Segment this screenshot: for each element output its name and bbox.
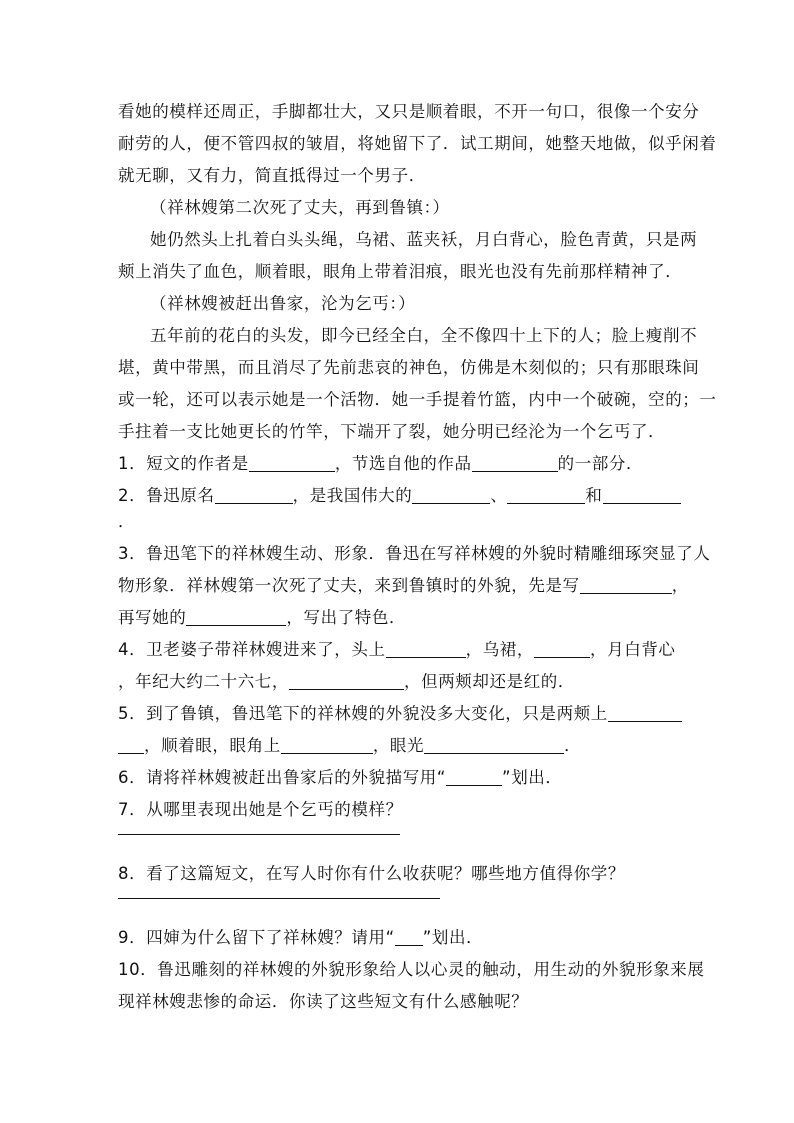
answer-blank[interactable] (580, 577, 672, 594)
question-3-line: 物形象．祥林嫂第一次死了丈夫，来到鲁镇时的外貌，先是写 ， (118, 576, 689, 595)
answer-blank[interactable] (281, 737, 373, 754)
answer-blank[interactable] (534, 641, 590, 658)
question-10-line: 10．鲁迅雕刻的祥林嫂的外貌形象给人以心灵的触动，用生动的外貌形象来展 (118, 960, 705, 979)
question-6: 6．请将祥林嫂被赶出鲁家后的外貌描写用“ ”划出． (118, 768, 563, 787)
passage-line: 堪，黄中带黑，而且消尽了先前悲哀的神色，仿佛是木刻似的；只有那眼珠间 (118, 358, 700, 377)
answer-blank[interactable] (412, 487, 490, 504)
question-5-line: ，顺着眼，眼角上 ，眼光 ． (118, 736, 678, 756)
question-3-line: 3．鲁迅笔下的祥林嫂生动、形象．鲁迅在写祥林嫂的外貌时精雕细琢突显了人 (118, 544, 711, 563)
answer-blank[interactable] (446, 769, 502, 786)
answer-blank[interactable] (395, 929, 423, 946)
answer-line[interactable] (118, 898, 440, 899)
answer-line[interactable] (118, 834, 400, 835)
answer-blank[interactable] (118, 737, 144, 754)
answer-blank[interactable] (608, 705, 682, 722)
passage-line: 或一轮，还可以表示她是一个活物．她一手提着竹篮，内中一个破碗，空的；一 (118, 390, 717, 409)
section-note: （祥林嫂第二次死了丈夫，再到鲁镇：） (150, 198, 450, 217)
answer-blank[interactable] (472, 455, 558, 472)
question-2: 2．鲁迅原名 ，是我国伟大的 、 和 (118, 486, 678, 506)
passage-line: 她仍然头上扎着白头头绳，乌裙、蓝夹袄，月白背心，脸色青黄，只是两 (150, 230, 698, 249)
question-10-line: 现祥林嫂悲惨的命运．你读了这些短文有什么感触呢？ (118, 992, 529, 1011)
answer-blank[interactable] (507, 487, 585, 504)
passage-line: 手拄着一支比她更长的竹竿，下端开了裂，她分明已经沦为一个乞丐了． (118, 422, 666, 441)
question-1: 1．短文的作者是 ，节选自他的作品 的一部分． (118, 454, 644, 473)
question-2-end: ． (118, 512, 136, 531)
answer-blank[interactable] (249, 455, 335, 472)
answer-blank[interactable] (386, 641, 466, 658)
passage-line: 五年前的花白的头发，即今已经全白，全不像四十上下的人；脸上瘦削不 (150, 326, 698, 345)
passage-line: 耐劳的人，便不管四叔的皱眉，将她留下了．试工期间，她整天地做，似乎闲着 (118, 134, 717, 153)
passage-line: 就无聊，又有力，简直抵得过一个男子． (118, 166, 426, 185)
question-8: 8．看了这篇短文，在写人时你有什么收获呢？哪些地方值得你学？ (118, 864, 625, 883)
passage-line: 看她的模样还周正，手脚都壮大，又只是顺着眼，不开一句口，很像一个安分 (118, 102, 700, 121)
answer-blank[interactable] (424, 737, 564, 754)
question-4-line: ，年纪大约二十六七， ，但两颊却还是红的． (118, 672, 575, 691)
question-9: 9．四婶为什么留下了祥林嫂？请用“ ”划出． (118, 928, 484, 947)
answer-blank[interactable] (289, 673, 404, 690)
question-7: 7．从哪里表现出她是个乞丐的模样？ (118, 800, 403, 819)
answer-blank[interactable] (215, 487, 293, 504)
answer-blank[interactable] (186, 609, 286, 626)
question-4-line: 4．卫老婆子带祥林嫂进来了，头上 ，乌裙， ，月白背心 (118, 640, 676, 659)
answer-blank[interactable] (603, 487, 681, 504)
question-5-line: 5．到了鲁镇，鲁迅笔下的祥林嫂的外貌没多大变化，只是两颊上 (118, 704, 678, 724)
question-3-line: 再写她的 ，写出了特色． (118, 608, 407, 627)
section-note: （祥林嫂被赶出鲁家，沦为乞丐：） (150, 294, 416, 313)
passage-line: 颊上消失了血色，顺着眼，眼角上带着泪痕，眼光也没有先前那样精神了． (118, 262, 683, 281)
